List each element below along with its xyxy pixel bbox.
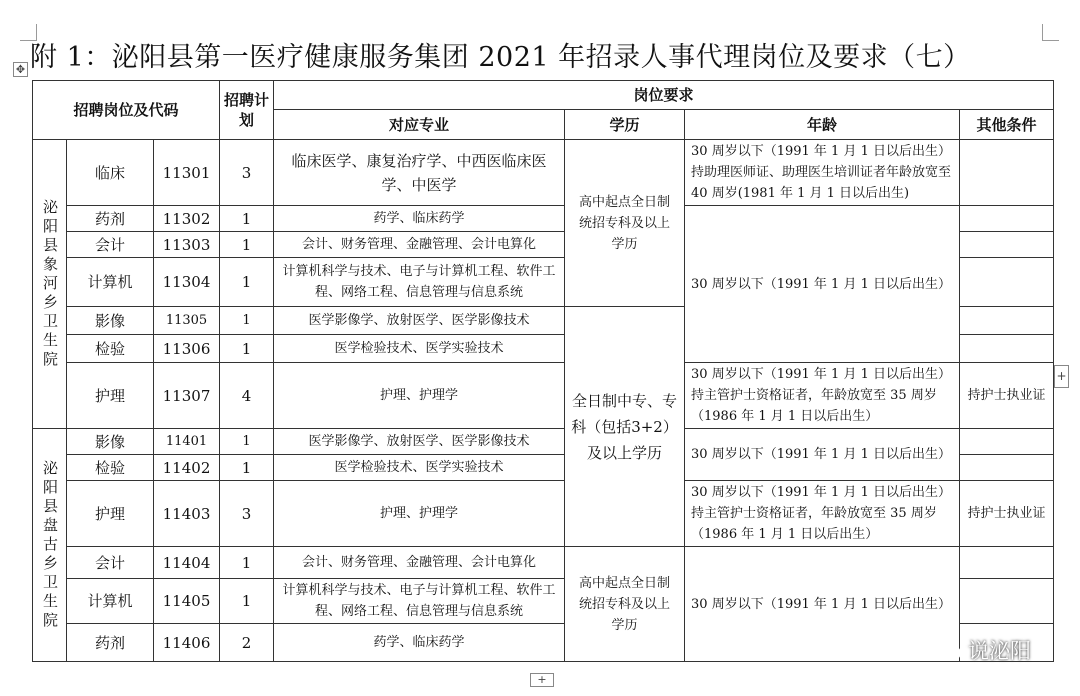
post-code: 11404 [154, 547, 220, 579]
post-name: 检验 [67, 455, 154, 481]
header-age: 年龄 [685, 110, 960, 140]
post-code: 11307 [154, 363, 220, 429]
page-corner-mark-right [1042, 24, 1059, 41]
post-major: 计算机科学与技术、电子与计算机工程、软件工程、网络工程、信息管理与信息系统 [274, 579, 565, 624]
table-row [33, 429, 1054, 455]
wechat-icon [932, 637, 962, 663]
age-requirement-5: 30 周岁以下（1991 年 1 月 1 日以后出生）持主管护士资格证者，年龄放宽至 35 周岁 （1986 年 1 月 1 日以后出生） [685, 481, 960, 547]
table-move-handle-icon[interactable]: ✥ [13, 62, 28, 77]
post-major: 护理、护理学 [274, 363, 565, 429]
post-count: 1 [220, 579, 274, 624]
post-code: 11301 [154, 140, 220, 206]
watermark-text: 说泌阳 [968, 639, 1031, 663]
age-requirement-2: 30 周岁以下（1991 年 1 月 1 日以后出生） [685, 206, 960, 363]
other-empty [960, 140, 1054, 206]
header-education: 学历 [565, 110, 685, 140]
document-title: 附 1：泌阳县第一医疗健康服务集团 2021 年招录人事代理岗位及要求（七） [30, 42, 971, 73]
post-major: 医学影像学、放射医学、医学影像技术 [274, 307, 565, 335]
post-name: 护理 [67, 363, 154, 429]
post-name: 影像 [67, 429, 154, 455]
post-count: 1 [220, 232, 274, 258]
recruitment-table [32, 80, 1054, 662]
group-name-text: 泌阳县象河乡卫生院 [41, 198, 59, 370]
age-requirement-3: 30 周岁以下（1991 年 1 月 1 日以后出生）持主管护士资格证者，年龄放宽至 35 周岁 （1986 年 1 月 1 日以后出生） [685, 363, 960, 429]
other-empty [960, 579, 1054, 624]
header-plan: 招聘计划 [220, 81, 274, 140]
post-count: 1 [220, 258, 274, 307]
other-nurse-license-1: 持护士执业证 [960, 363, 1054, 429]
post-major: 医学检验技术、医学实验技术 [274, 335, 565, 363]
header-major: 对应专业 [274, 110, 565, 140]
post-code: 11405 [154, 579, 220, 624]
other-empty [960, 335, 1054, 363]
age-requirement-6: 30 周岁以下（1991 年 1 月 1 日以后出生） [685, 547, 960, 662]
group-label-pangu [33, 429, 67, 662]
post-major: 临床医学、康复治疗学、中西医临床医学、中医学 [274, 140, 565, 206]
post-name: 影像 [67, 307, 154, 335]
post-count: 1 [220, 429, 274, 455]
post-major: 会计、财务管理、金融管理、会计电算化 [274, 547, 565, 579]
group-name-text: 泌阳县盘古乡卫生院 [41, 459, 59, 631]
post-code: 11305 [154, 307, 220, 335]
header-requirements: 岗位要求 [274, 81, 1054, 110]
post-count: 3 [220, 481, 274, 547]
group-label-xianghe [33, 140, 67, 429]
post-name: 药剂 [67, 624, 154, 662]
other-nurse-license-2: 持护士执业证 [960, 481, 1054, 547]
header-row-1 [33, 81, 1054, 110]
table-row [33, 481, 1054, 547]
other-empty [960, 455, 1054, 481]
post-count: 1 [220, 547, 274, 579]
header-other: 其他条件 [960, 110, 1054, 140]
other-empty [960, 307, 1054, 335]
post-count: 1 [220, 335, 274, 363]
post-count: 1 [220, 455, 274, 481]
post-name: 检验 [67, 335, 154, 363]
table-row [33, 363, 1054, 429]
table-row [33, 547, 1054, 579]
post-count: 1 [220, 307, 274, 335]
age-requirement-1: 30 周岁以下（1991 年 1 月 1 日以后出生）持助理医师证、助理医生培训证者年龄放宽至 40 周岁(1981 年 1 月 1 日以后出生) [685, 140, 960, 206]
post-major: 药学、临床药学 [274, 624, 565, 662]
other-empty [960, 258, 1054, 307]
table-row [33, 206, 1054, 232]
age-requirement-4: 30 周岁以下（1991 年 1 月 1 日以后出生） [685, 429, 960, 481]
post-name: 会计 [67, 547, 154, 579]
post-code: 11406 [154, 624, 220, 662]
post-major: 医学检验技术、医学实验技术 [274, 455, 565, 481]
post-code: 11401 [154, 429, 220, 455]
watermark [932, 636, 1031, 664]
table-row [33, 140, 1054, 206]
post-major: 会计、财务管理、金融管理、会计电算化 [274, 232, 565, 258]
post-code: 11306 [154, 335, 220, 363]
post-major: 医学影像学、放射医学、医学影像技术 [274, 429, 565, 455]
other-empty [960, 232, 1054, 258]
post-name: 临床 [67, 140, 154, 206]
other-empty [960, 206, 1054, 232]
post-code: 11302 [154, 206, 220, 232]
post-code: 11303 [154, 232, 220, 258]
post-code: 11402 [154, 455, 220, 481]
post-name: 计算机 [67, 258, 154, 307]
post-name: 计算机 [67, 579, 154, 624]
post-code: 11304 [154, 258, 220, 307]
post-major: 计算机科学与技术、电子与计算机工程、软件工程、网络工程、信息管理与信息系统 [274, 258, 565, 307]
education-block-2: 全日制中专、专科（包括3+2）及以上学历 [565, 307, 685, 547]
post-count: 4 [220, 363, 274, 429]
post-code: 11403 [154, 481, 220, 547]
add-row-button[interactable]: + [1054, 365, 1069, 388]
post-name: 护理 [67, 481, 154, 547]
post-count: 2 [220, 624, 274, 662]
other-empty [960, 547, 1054, 579]
header-position-code: 招聘岗位及代码 [33, 81, 220, 140]
education-block-1: 高中起点全日制统招专科及以上学历 [565, 140, 685, 307]
education-block-3: 高中起点全日制统招专科及以上学历 [565, 547, 685, 662]
other-empty [960, 429, 1054, 455]
post-major: 药学、临床药学 [274, 206, 565, 232]
post-name: 药剂 [67, 206, 154, 232]
add-column-button[interactable]: + [530, 673, 554, 687]
post-name: 会计 [67, 232, 154, 258]
post-major: 护理、护理学 [274, 481, 565, 547]
post-count: 1 [220, 206, 274, 232]
page-corner-mark-left [20, 24, 37, 41]
post-count: 3 [220, 140, 274, 206]
